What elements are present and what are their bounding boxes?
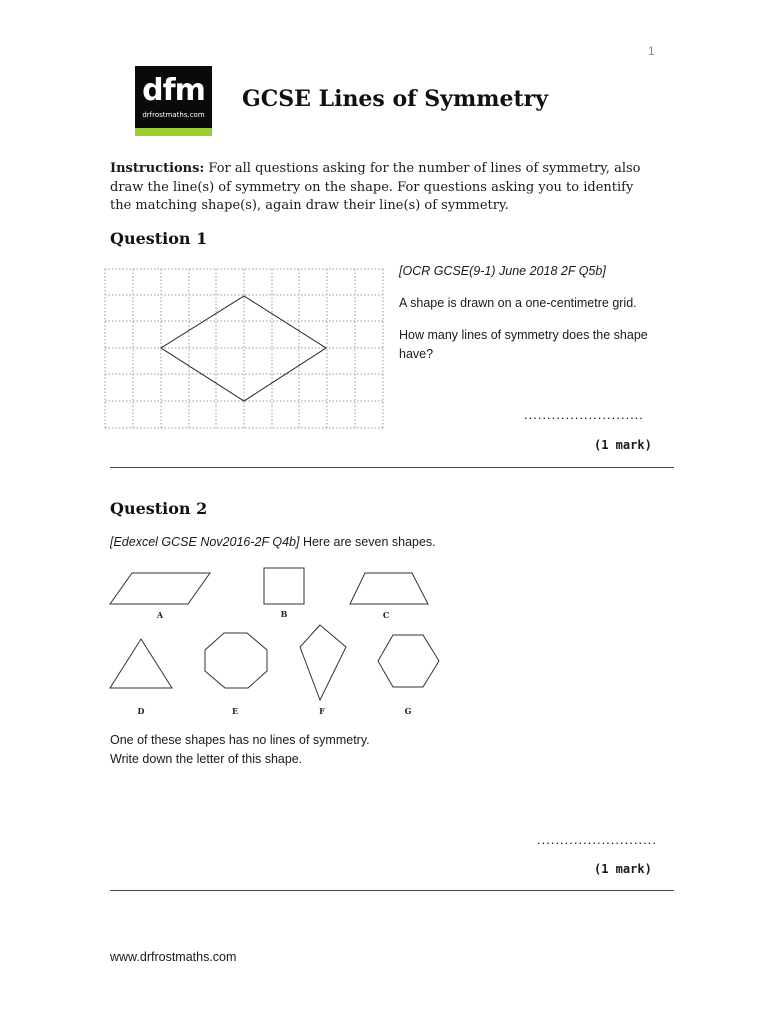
shape-g-hexagon — [378, 635, 439, 687]
q1-line-1: A shape is drawn on a one-centimetre grid. — [399, 296, 637, 310]
shape-c-trapezium — [350, 573, 428, 604]
q2-line-2: Write down the letter of this shape. — [110, 752, 303, 766]
shape-label-g: G — [404, 706, 412, 716]
dfm-logo — [135, 66, 212, 136]
q2-answer-line[interactable]: .......................... — [537, 832, 657, 847]
logo-accent-bar — [135, 128, 212, 136]
shape-label-f: F — [319, 706, 325, 716]
q1-line-2: How many lines of symmetry does the shape have? — [399, 328, 648, 361]
footer-url: www.drfrostmaths.com — [110, 950, 237, 964]
q2-intro-text: Here are seven shapes. — [302, 535, 436, 549]
divider-1 — [110, 467, 674, 468]
q1-marks: (1 mark) — [594, 438, 652, 452]
shape-b-square — [264, 568, 304, 604]
q1-grid-lines — [105, 269, 383, 428]
q1-grid-figure — [104, 268, 390, 430]
instructions-text: For all questions asking for the number of lines of symmetry, also draw the line(s) of symmetry on the shape. For questions asking you to identify the matching shape(s), again draw their line(s) of symmetry. — [110, 161, 641, 213]
shape-e-octagon — [205, 633, 267, 688]
instructions-label: Instructions: — [110, 161, 205, 176]
shape-a-parallelogram — [110, 573, 210, 604]
logo-url-text: drfrostmaths.com — [142, 111, 205, 119]
question-1-title: Question 1 — [110, 229, 208, 248]
q2-intro — [110, 535, 436, 549]
q2-marks: (1 mark) — [594, 862, 652, 876]
page-number: 1 — [648, 44, 655, 58]
q2-line-1: One of these shapes has no lines of symmetry. — [110, 733, 370, 747]
shape-label-b: B — [280, 609, 288, 619]
q2-shapes-figure — [100, 560, 450, 720]
shape-label-c: C — [382, 610, 390, 620]
instructions — [110, 160, 658, 216]
shape-label-a: A — [156, 610, 164, 620]
q2-source: [Edexcel GCSE Nov2016-2F Q4b] — [110, 535, 300, 549]
page-title: GCSE Lines of Symmetry — [242, 86, 549, 112]
logo-text: dfm — [142, 73, 205, 108]
shape-d-triangle — [110, 639, 172, 688]
shape-label-e: E — [231, 706, 239, 716]
q1-answer-line[interactable]: .......................... — [524, 407, 644, 422]
shape-label-d: D — [137, 706, 145, 716]
divider-2 — [110, 890, 674, 891]
question-2-title: Question 2 — [110, 499, 208, 518]
q1-source: [OCR GCSE(9-1) June 2018 2F Q5b] — [399, 264, 606, 278]
shape-f-kite — [300, 625, 346, 700]
